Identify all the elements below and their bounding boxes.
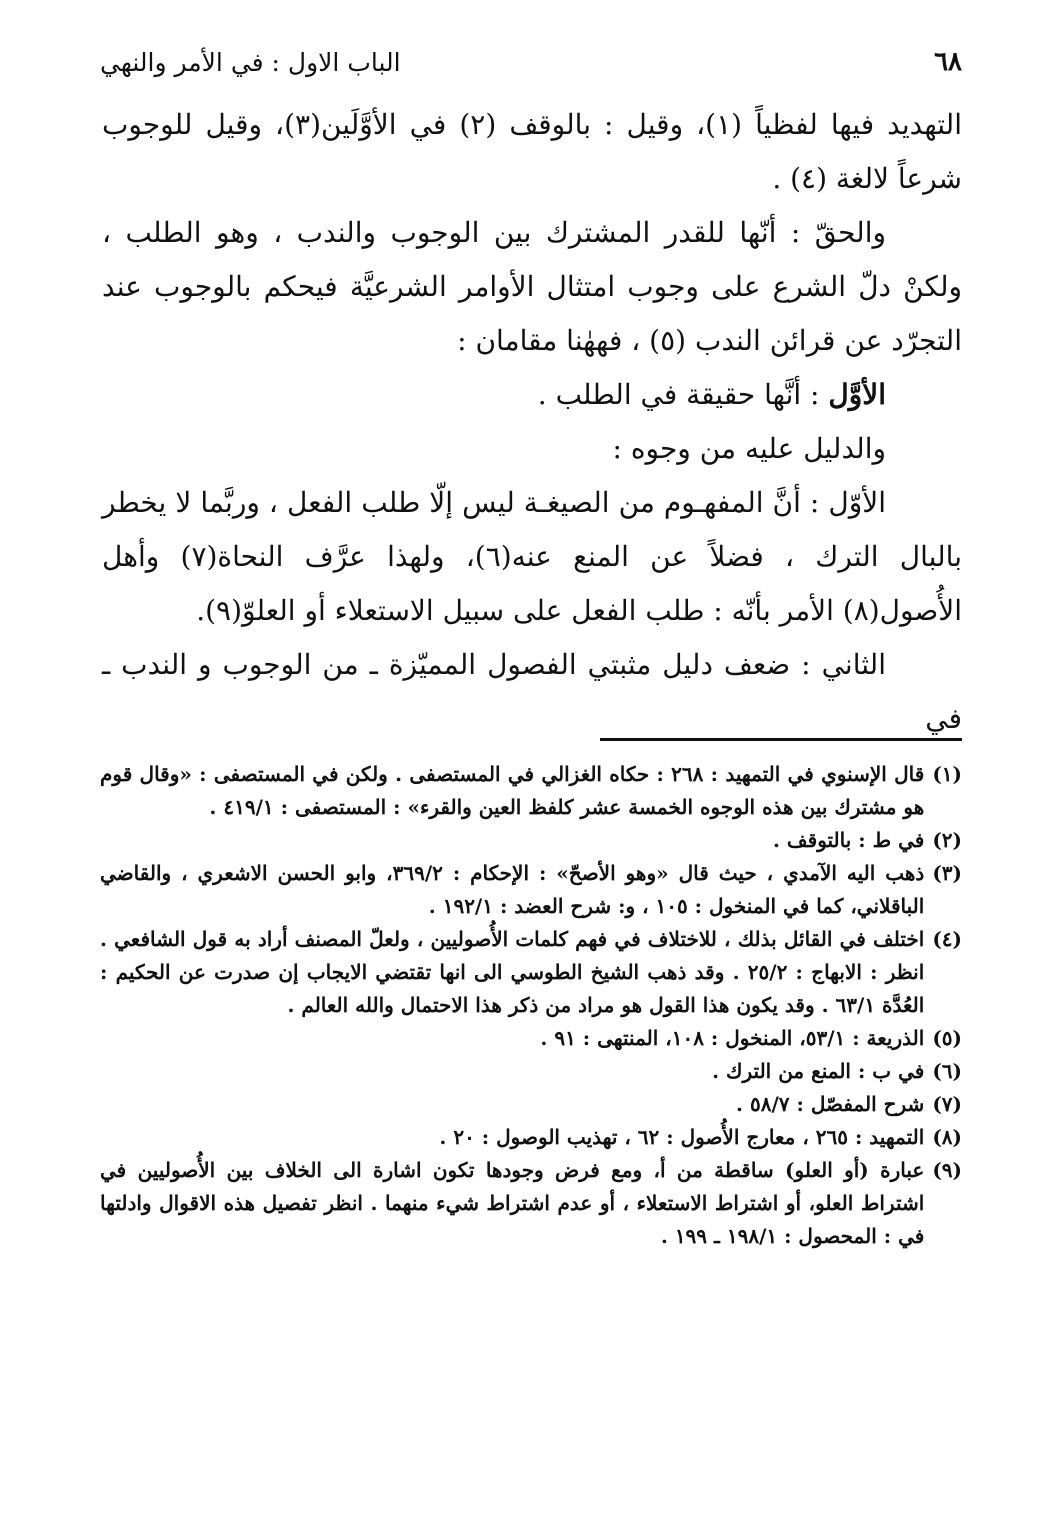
footnote-number: (٦) [932, 1059, 962, 1083]
page-header [100, 42, 962, 82]
footnote-text: عبارة (أو العلو) ساقطة من أ، ومع فرض وجودها تكون اشارة الى الخلاف بين الأُصوليين في اشتراط العلو، أو اشتراط الاستعلاء ، أو عدم اشتراط شيء منهما . انظر تفصيل هذه الاقوال وادلتها في : المحصول : ١٩٨/١ ـ ١٩٩ . [100, 1158, 925, 1248]
page-number: ٦٨ [934, 47, 962, 77]
footnote [100, 1055, 962, 1088]
footnote-number: (١) [932, 762, 962, 786]
footnote-number: (٥) [932, 1026, 962, 1050]
footnote-text: التمهيد : ٢٦٥ ، معارج الأُصول : ٦٢ ، تهذيب الوصول : ٢٠ . [439, 1125, 925, 1149]
footnote [100, 1121, 962, 1154]
footnotes [100, 758, 962, 1253]
footnote [100, 1022, 962, 1055]
paragraph: والحقّ : أنّها للقدر المشترك بين الوجوب والندب ، وهو الطلب ، ولكنْ دلّ الشرع على وجوب امتثال الأوامر الشرعيَّة فيحكم بالوجوب عند التجرّد عن قرائن الندب (٥) ، فههٰنا مقامان : [102, 216, 962, 357]
paragraph: والدليل عليه من وجوه : [612, 432, 886, 465]
main-text [102, 98, 962, 746]
footnote-separator [600, 738, 962, 741]
footnote-text: قال الإسنوي في التمهيد : ٢٦٨ : حكاه الغزالي في المستصفى . ولكن في المستصفى : «وقال قوم هو مشترك بين هذه الوجوه الخمسة عشر كلفظ العين والقرء» : المستصفى : ٤١٩/١ . [100, 762, 925, 819]
footnote [100, 758, 962, 824]
paragraph: الثاني : ضعف دليل مثبتي الفصول المميّزة ـ من الوجوب و الندب ـ في [102, 648, 962, 735]
footnote [100, 923, 962, 1022]
footnote-text: في ط : بالتوقف . [773, 828, 925, 852]
footnote-number: (٣) [932, 861, 962, 885]
footnote-number: (٢) [932, 828, 962, 852]
paragraph: الأوّل : أنَّ المفهـوم من الصيغـة ليس إلّا طلب الفعل ، وربَّما لا يخطر بالبال الترك ، فضلاً عن المنع عنه(٦)، ولهذا عرَّف النحاة(٧) وأهل الأُصول(٨) الأمر بأنّه : طلب الفعل على سبيل الاستعلاء أو العلوّ(٩). [102, 486, 962, 627]
running-head: الباب الاول : في الأمر والنهي [100, 47, 401, 77]
footnote [100, 1088, 962, 1121]
footnote-number: (٧) [932, 1092, 962, 1116]
footnote-text: شرح المفصّل : ٥٨/٧ . [736, 1092, 925, 1116]
footnote-text: ذهب اليه الآمدي ، حيث قال «وهو الأصحّ» : الإحكام : ٣٦٩/٢، وابو الحسن الاشعري ، والقاضي الباقلاني، كما في المنخول : ١٠٥ ، و: شرح العضد : ١٩٢/١ . [100, 861, 925, 918]
footnote [100, 857, 962, 923]
footnote [100, 1154, 962, 1253]
footnote-number: (٨) [932, 1125, 962, 1149]
footnote-text: اختلف في القائل بذلك ، للاختلاف في فهم كلمات الأُصوليين ، ولعلّ المصنف أراد به قول الشافعي . انظر : الابهاج : ٢٥/٢ . وقد ذهب الشيخ الطوسي الى انها تقتضي الايجاب إن صدرت عن الحكيم : العُدَّة ٦٣/١ . وقد يكون هذا القول هو مراد من ذكر هذا الاحتمال والله العالم . [100, 927, 925, 1017]
section-label: الأوَّل [828, 378, 886, 411]
footnote-text: في ب : المنع من الترك . [712, 1059, 925, 1083]
footnote-text: الذريعة : ٥٣/١، المنخول : ١٠٨، المنتهى : ٩١ . [540, 1026, 925, 1050]
paragraph [102, 368, 962, 422]
paragraph-text: : أنَّها حقيقة في الطلب . [537, 378, 829, 411]
footnote-number: (٤) [932, 927, 962, 951]
paragraph: التهديد فيها لفظياً (١)، وقيل : بالوقف (٢) في الأوَّلَين(٣)، وقيل للوجوب شرعاً لالغة (٤) . [102, 108, 962, 195]
footnote [100, 824, 962, 857]
footnote-number: (٩) [932, 1158, 962, 1182]
